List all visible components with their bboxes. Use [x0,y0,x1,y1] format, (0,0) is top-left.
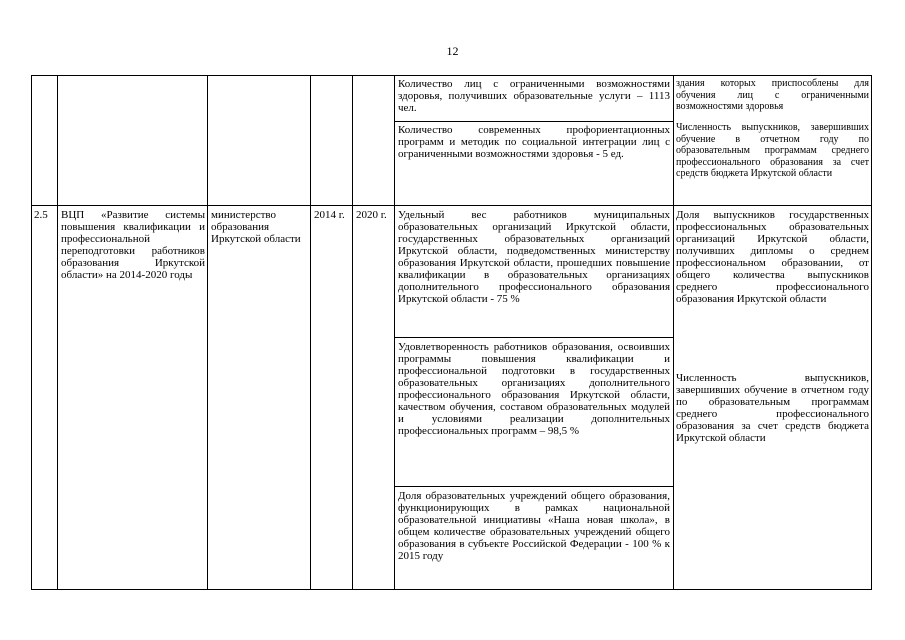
indicator-cell: Удельный вес работников муниципальных образовательных организаций Иркутской области, государственных образовательных организаций Иркутской области, подведомственных министерству образования Иркутской области, прошедших повышение квалификации в образовательных организациях дополнительного профессионального образования Иркутской области - 75 % [398,209,670,305]
program-table [31,75,872,590]
target-indicator-cell: Численность выпускников, завершивших обучение в отчетном году по образовательным программам среднего профессионального образования за счет средств бюджета Иркутской области [676,122,869,179]
row-number: 2.5 [34,209,48,221]
target-indicator-cell: Доля выпускников государственных профессиональных образовательных организаций Иркутской области, получивших дипломы о среднем профессиональном образовании, от общего количества выпускников среднего профессионального образования Иркутской области [676,209,869,305]
executor: министерство образования Иркутской области [211,209,301,245]
target-indicator-cell: Численность выпускников, завершивших обучение в отчетном году по образовательным программам среднего профессионального образования за счет средств бюджета Иркутской области [676,372,869,444]
program-name: ВЦП «Развитие системы повышения квалификации и профессиональной переподготовки работников образования Иркутской области» на 2014-2020 годы [61,209,205,281]
indicator-cell: Удовлетворенность работников образования, освоивших программы повышения квалификации и профессиональной подготовки в государственных образовательных организациях дополнительного профессионального образования Иркутской области, качеством обучения, составом образовательных модулей и условиями реализации дополнительных профессиональных программ – 98,5 % [398,341,670,437]
indicator-cell: Доля образовательных учреждений общего образования, функционирующих в рамках национальной образовательной инициативы «Наша новая школа», в общем количестве образовательных учреждений общего образования в субъекте Российской Федерации - 100 % к 2015 году [398,490,670,562]
page-number: 12 [446,44,459,58]
target-indicator-cell: здания которых приспособлены для обучения лиц с ограниченными возможностями здоровья [676,78,869,112]
indicator-cell: Количество современных профориентационных программ и методик по социальной интеграции лиц с ограниченными возможностями здоровья - 5 ед. [398,124,670,160]
year-start: 2014 г. [314,209,345,221]
indicator-cell: Количество лиц с ограниченными возможностями здоровья, получивших образовательные услуги – 1113 чел. [398,78,670,114]
year-end: 2020 г. [356,209,387,221]
